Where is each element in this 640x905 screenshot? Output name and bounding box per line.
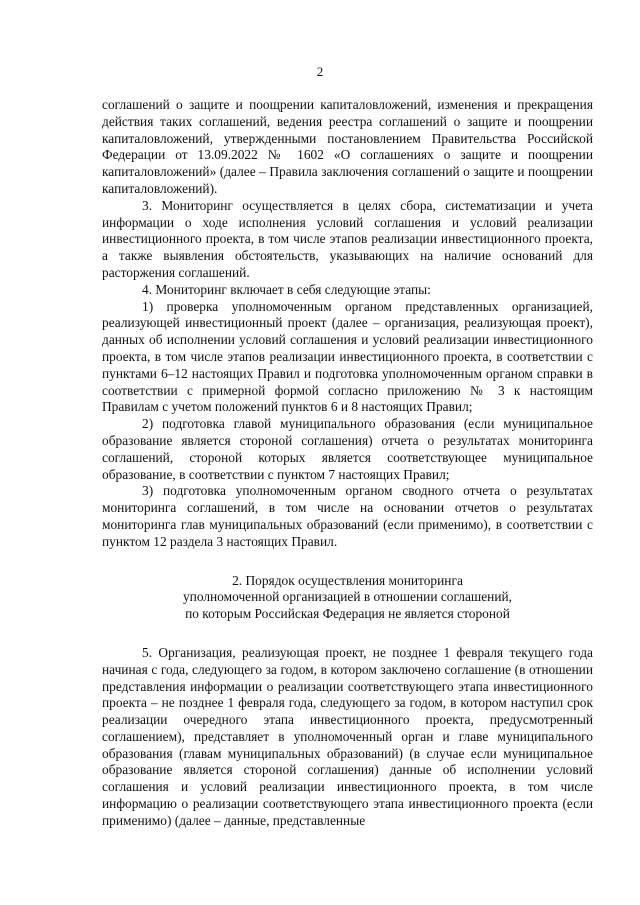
section-heading-line-1: 2. Порядок осуществления мониторинга — [232, 572, 463, 588]
paragraph-continuation: соглашений о защите и поощрении капиталовложений, изменения и прекращения действия таких соглашений, ведения реестра соглашений о защите и поощрении капиталовложений, утвержденными постановлением Правительства Российской Федерации от 13.09.2022 № 1602 «О соглашениях о защите и поощрении капиталовложений» (далее – Правила заключения соглашений о защите и поощрении капиталовложений). — [102, 97, 593, 196]
paragraph-4-item-2: 2) подготовка главой муниципального образования (если муниципальное образование является стороной соглашения) отчета о результатах мониторинга соглашений, стороной которых является соответствующее муниципальное образование, в соответствии с пунктом 7 настоящих Правил; — [102, 416, 593, 482]
section-heading — [102, 573, 593, 623]
section-heading-line-2: уполномоченной организацией в отношении соглашений, — [182, 589, 513, 605]
paragraph-4-item-1: 1) проверка уполномоченным органом представленных организацией, реализующей инвестиционный проект (далее – организация, реализующая проект), данных об исполнении условий соглашения и условий реализации инвестиционного проекта, в том числе этапов реализации инвестиционного проекта, в соответствии с пунктами 6–12 настоящих Правил и подготовка уполномоченным органом справки в соответствии с примерной формой согласно приложению № 3 к настоящим Правилам с учетом положений пунктов 6 и 8 настоящих Правил; — [102, 298, 593, 415]
page-number: 2 — [316, 64, 324, 79]
paragraph-4: 4. Мониторинг включает в себя следующие этапы: — [142, 281, 431, 297]
paragraph-3: 3. Мониторинг осуществляется в целях сбора, систематизации и учета информации о ходе исполнения условий соглашения и условий реализации инвестиционного проекта, в том числе этапов реализации инвестиционного проекта, а также выявления обстоятельств, указывающих на наличие оснований для расторжения соглашений. — [102, 197, 593, 280]
document-body — [102, 97, 593, 830]
paragraph-4-item-3: 3) подготовка уполномоченным органом сводного отчета о результатах мониторинга соглашений, в том числе на основании отчетов о результатах мониторинга глав муниципальных образований (если применимо), в соответствии с пунктом 12 раздела 3 настоящих Правил. — [102, 483, 593, 549]
paragraph-5: 5. Организация, реализующая проект, не позднее 1 февраля текущего года начиная с года, следующего за годом, в котором заключено соглашение (в отношении представления информации о реализации соответствующего этапа инвестиционного проекта – не позднее 1 февраля года, следующего за годом, в котором наступил срок реализации очередного этапа инвестиционного проекта, предусмотренный соглашением), представляет в уполномоченный орган и главе муниципального образования (главам муниципальных образований) (в случае если муниципальное образование является стороной соглашения) данные об исполнении условий соглашения и условий реализации инвестиционного проекта, в том числе информацию о реализации соответствующего этапа инвестиционного проекта (если применимо) (далее – данные, представленные — [102, 644, 593, 828]
section-heading-line-3: по которым Российская Федерация не является стороной — [185, 606, 510, 622]
